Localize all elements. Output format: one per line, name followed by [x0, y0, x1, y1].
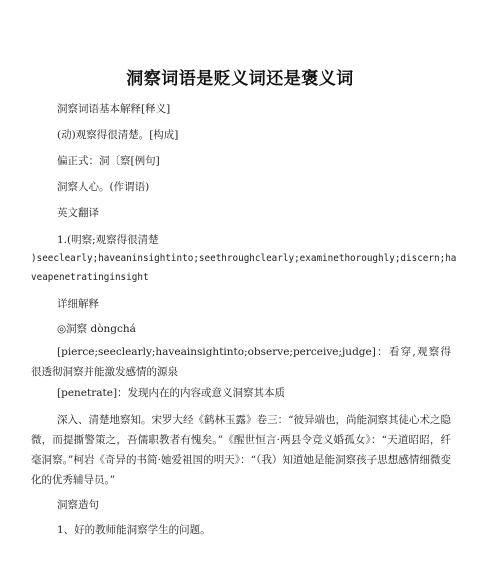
sentence-heading: 洞察造句: [57, 499, 99, 511]
definition-text: (动)观察得很清楚。[构成]: [57, 129, 179, 141]
detail-paragraph-2: [penetrate]：发现内在的内容或意义洞察其本质: [57, 387, 286, 399]
page-title: 洞察词语是贬义词还是褒义词: [126, 69, 354, 89]
sentence-example: 1、好的教师能洞察学生的问题。: [57, 524, 211, 536]
structure-text: 偏正式：洞〔察[例句]: [57, 155, 160, 167]
english-translation-line-2: veapenetratinginsight: [31, 272, 149, 283]
pinyin-entry: ◎洞察 dòngchá: [57, 323, 136, 335]
english-translation-line-1: )seeclearly;haveaninsightinto;seethroughclearly;examinethoroughly;discern;ha: [31, 253, 457, 264]
english-heading: 英文翻译: [57, 207, 99, 219]
detail-paragraph-3: 深入、清楚地察知。宋罗大经《鹤林玉露》卷三：“彼异端也，尚能洞察其徒心术之隐微，而提撕警策之，吾儒职教者有愧矣。”《醒世恒言·两县令竞义婚孤女》：“天道昭昭，纤毫洞察。”柯岩《奇异的书简·她爱祖国的明天》：“（我）知道她是能洞察孩子思想感情细微变化的优秀辅导员。”: [31, 414, 451, 486]
detail-paragraph-1: [pierce;seeclearly;haveainsightinto;observe;perceive;judge]：看穿,观察得很透彻洞察并能激发感情的源泉: [31, 346, 451, 378]
definition-heading: 洞察词语基本解释[释义]: [57, 103, 171, 115]
detail-heading: 详细解释: [57, 298, 99, 310]
english-item: 1.(明察;观察得很清楚: [57, 234, 159, 246]
example-text: 洞察人心。(作谓语): [57, 181, 150, 193]
